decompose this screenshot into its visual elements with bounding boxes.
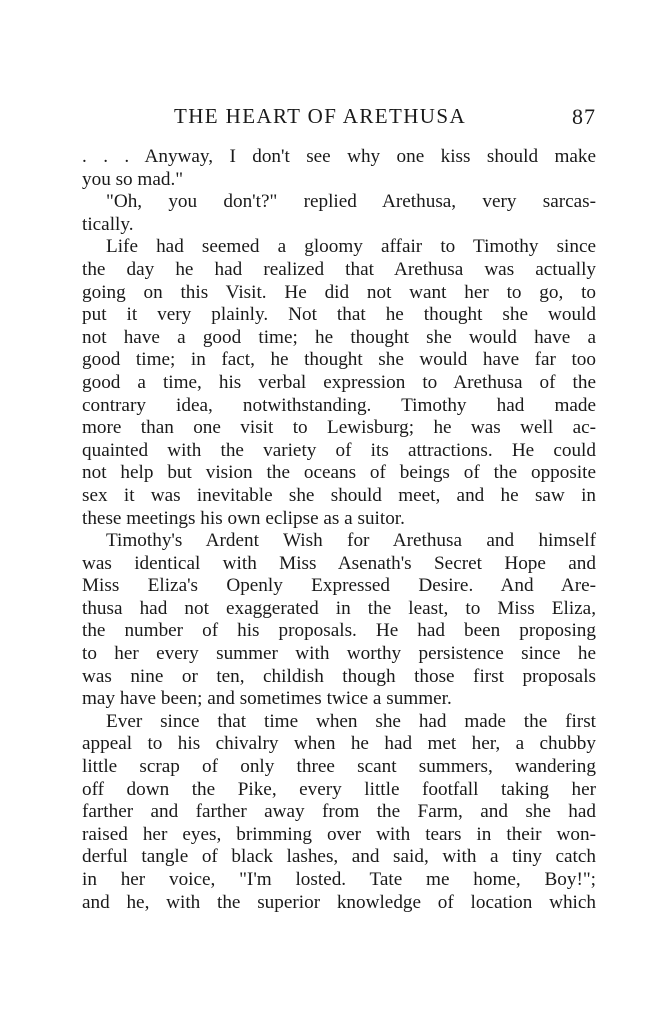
- text-line: little scrap of only three scant summers, wandering: [82, 756, 596, 778]
- running-title: THE HEART OF ARETHUSA: [174, 104, 467, 128]
- text-line: thusa had not exaggerated in the least, to Miss Eliza,: [82, 597, 596, 619]
- text-line: these meetings his own eclipse as a suitor.: [82, 507, 405, 529]
- body-text: [82, 146, 596, 914]
- text-line: Miss Eliza's Openly Expressed Desire. And Are-: [82, 575, 596, 597]
- text-line: going on this Visit. He did not want her to go, to: [82, 281, 596, 303]
- text-line: raised her eyes, brimming over with tears in their won-: [82, 823, 596, 845]
- text-line: was identical with Miss Asenath's Secret Hope and: [82, 552, 596, 574]
- text-line: good a time, his verbal expression to Arethusa of the: [82, 371, 596, 393]
- book-page: [82, 104, 596, 914]
- text-line: to her every summer with worthy persistence since he: [82, 643, 596, 665]
- text-line: put it very plainly. Not that he thought she would: [82, 304, 596, 326]
- text-line: the day he had realized that Arethusa was actually: [82, 258, 596, 280]
- text-line: not help but vision the oceans of beings of the opposite: [82, 462, 596, 484]
- text-line: in her voice, "I'm losted. Tate me home, Boy!";: [82, 869, 596, 890]
- text-line: not have a good time; he thought she would have a: [82, 326, 596, 348]
- text-line: Life had seemed a gloomy affair to Timothy since: [106, 236, 596, 258]
- text-line: sex it was inevitable she should meet, and he saw in: [82, 484, 596, 506]
- text-line: more than one visit to Lewisburg; he was well ac-: [82, 417, 596, 439]
- text-line: was nine or ten, childish though those first proposals: [82, 665, 596, 687]
- text-line: tically.: [82, 213, 134, 235]
- running-head: [82, 104, 596, 134]
- text-line: off down the Pike, every little footfall taking her: [82, 778, 596, 800]
- text-line: you so mad.": [82, 168, 184, 190]
- text-line: Timothy's Ardent Wish for Arethusa and himself: [106, 530, 596, 552]
- text-line: contrary idea, notwithstanding. Timothy had made: [82, 394, 596, 416]
- text-line: good time; in fact, he thought she would have far too: [82, 349, 596, 371]
- text-line: derful tangle of black lashes, and said, with a tiny catch: [82, 846, 596, 868]
- text-line: farther and farther away from the Farm, and she had: [82, 801, 596, 823]
- text-line: and he, with the superior knowledge of location which: [82, 891, 596, 913]
- text-line: "Oh, you don't?" replied Arethusa, very sarcas-: [106, 191, 596, 213]
- page-number: 87: [572, 104, 596, 129]
- text-line: Ever since that time when she had made the first: [106, 710, 596, 732]
- text-line: appeal to his chivalry when he had met her, a chubby: [82, 733, 596, 755]
- text-line: . . . Anyway, I don't see why one kiss should make: [82, 146, 596, 167]
- text-line: the number of his proposals. He had been proposing: [82, 620, 596, 642]
- text-line: may have been; and sometimes twice a summer.: [82, 688, 452, 710]
- text-line: quainted with the variety of its attractions. He could: [82, 439, 596, 461]
